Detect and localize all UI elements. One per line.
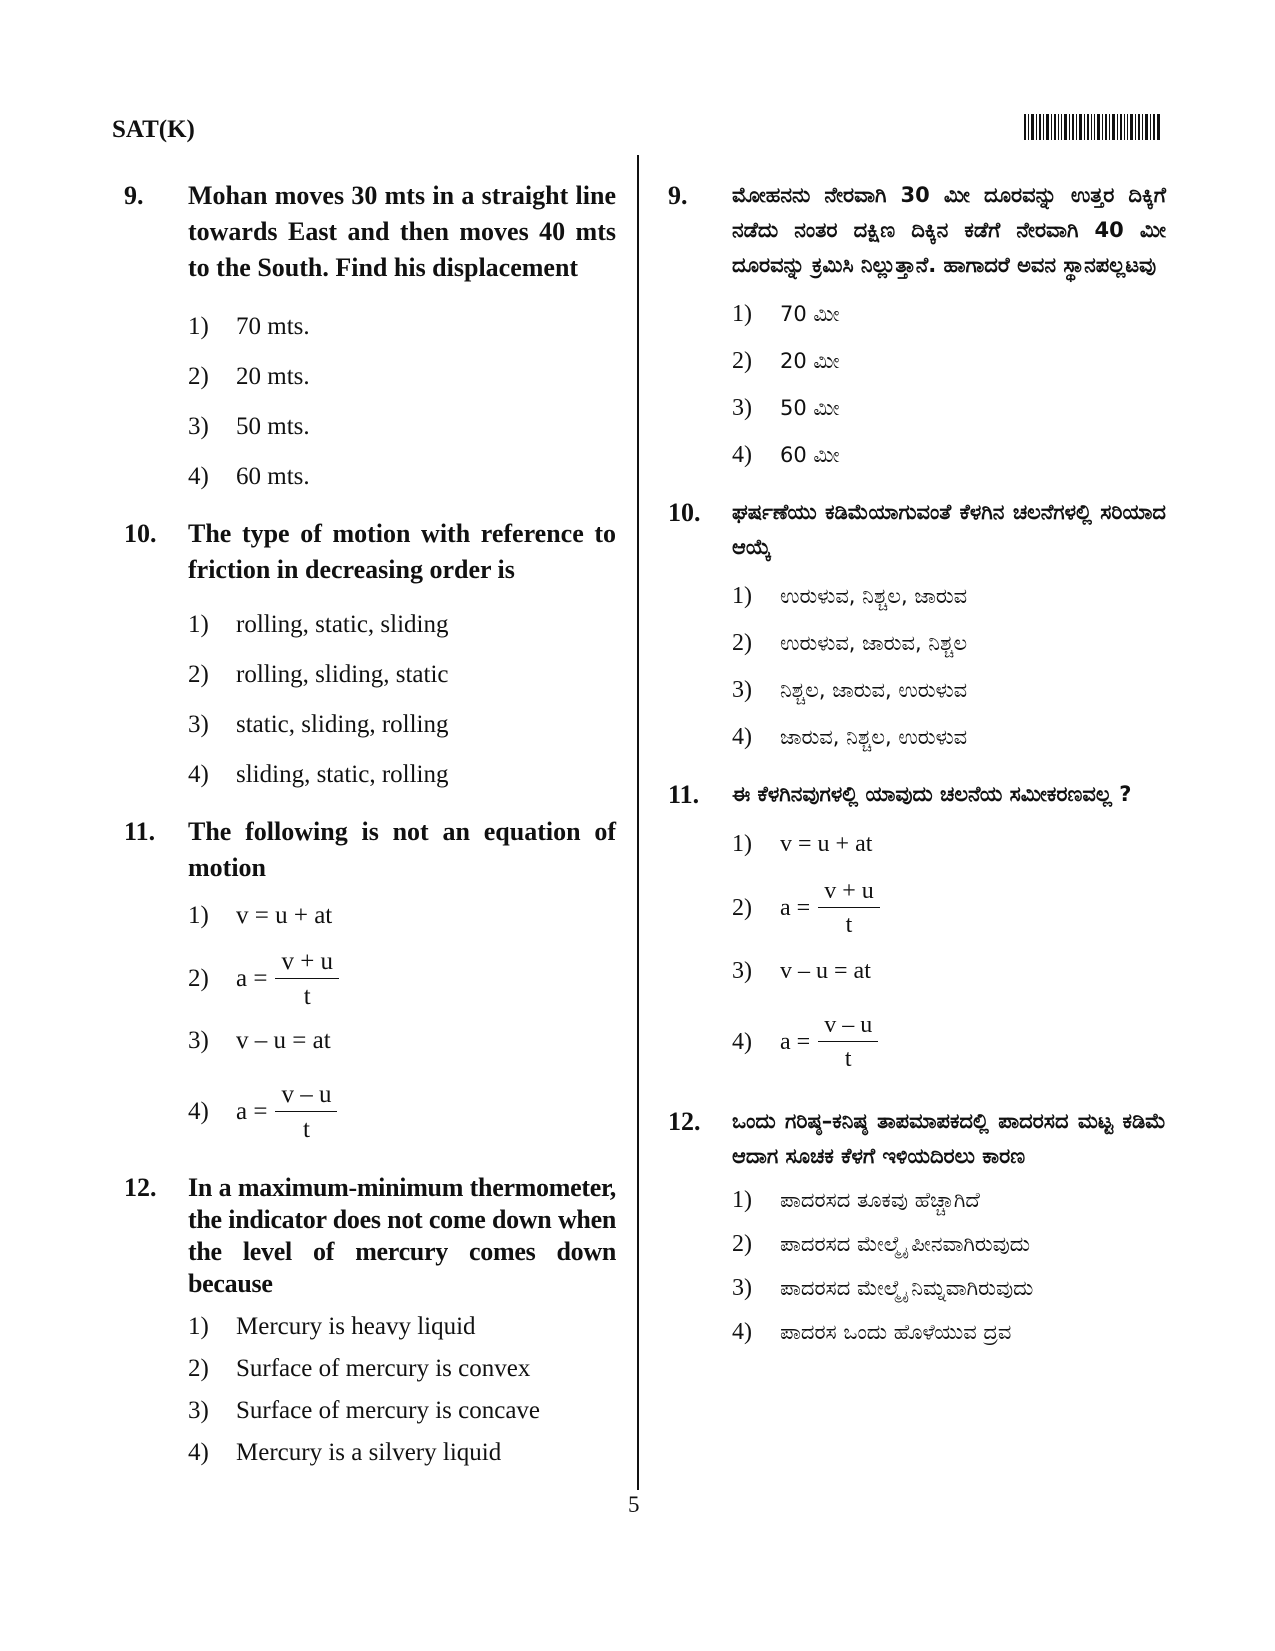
- page-number: 5: [628, 1492, 640, 1517]
- option-2: 2) ಉರುಳುವ, ಜಾರುವ, ನಿಶ್ಚಲ: [732, 630, 968, 656]
- question-9-kn: [668, 178, 1166, 479]
- option-1: 1) ಉರುಳುವ, ನಿಶ್ಚಲ, ಜಾರುವ: [732, 583, 968, 609]
- question-9-en: [124, 178, 616, 502]
- fraction: $\frac{v + u}{t}$: [275, 948, 339, 1011]
- option-3: 3) v – u = at: [732, 957, 871, 984]
- option-3: 3) 50 ಮೀ: [732, 395, 840, 421]
- question-12-kn: [668, 1104, 1166, 1354]
- option-4: 4) ಜಾರುವ, ನಿಶ್ಚಲ, ಉರುಳುವ: [732, 724, 968, 750]
- question-number: 11.: [124, 817, 156, 846]
- option-3: 3) static, sliding, rolling: [188, 711, 449, 738]
- question-number: 11.: [668, 780, 700, 809]
- question-text: Mohan moves 30 mts in a straight line towards East and then moves 40 mts to the South. Find his displacement: [188, 181, 616, 282]
- option-2: 2) a = $\frac{v + u}{t}$: [188, 940, 616, 1018]
- question-text: In a maximum-minimum thermometer, the indicator does not come down when the level of mercury comes down because: [188, 1173, 616, 1298]
- question-text: The following is not an equation of motion: [188, 817, 616, 882]
- fraction: $\frac{v - u}{t}$: [818, 1012, 878, 1073]
- option-1: 1) 70 mts.: [188, 313, 310, 340]
- question-text: ಮೋಹನನು ನೇರವಾಗಿ 30 ಮೀ ದೂರವನ್ನು ಉತ್ತರ ದಿಕ್ಕಿಗೆ ನಡೆದು ನಂತರ ದಕ್ಷಿಣ ದಿಕ್ಕಿನ ಕಡೆಗೆ ನೇರವಾಗಿ 40 ಮೀ ದೂರವನ್ನು ಕ್ರಮಿಸಿ ನಿಲ್ಲುತ್ತಾನೆ. ಹಾಗಾದರೆ ಅವನ ಸ್ಥಾನಪಲ್ಲಟವು: [732, 183, 1166, 277]
- english-column: [124, 178, 616, 1474]
- barcode-icon: [1024, 114, 1160, 140]
- option-1: 1) rolling, static, sliding: [188, 611, 449, 638]
- question-number: 10.: [668, 498, 701, 527]
- option-4: 4) ಪಾದರಸ ಒಂದು ಹೊಳೆಯುವ ದ್ರವ: [732, 1318, 1012, 1345]
- option-3: 3) ಪಾದರಸದ ಮೇಲ್ಮೈ ನಿಮ್ನವಾಗಿರುವುದು: [732, 1274, 1034, 1301]
- question-text: ಒಂದು ಗರಿಷ್ಠ–ಕನಿಷ್ಠ ತಾಪಮಾಪಕದಲ್ಲಿ ಪಾದರಸದ ಮಟ್ಟ ಕಡಿಮೆ ಆದಾಗ ಸೂಚಕ ಕೆಳಗೆ ಇಳಿಯದಿರಲು ಕಾರಣ: [732, 1109, 1166, 1168]
- option-3: 3) v – u = at: [188, 1027, 331, 1054]
- option-4: 4) a = $\frac{v - u}{t}$: [188, 1064, 616, 1160]
- option-1: 1) ಪಾದರಸದ ತೂಕವು ಹೆಚ್ಚಾಗಿದೆ: [732, 1186, 980, 1213]
- option-4: 4) sliding, static, rolling: [188, 761, 449, 788]
- question-10-en: [124, 516, 616, 800]
- question-number: 10.: [124, 519, 157, 548]
- question-11-kn: [668, 777, 1166, 1090]
- option-1: 1) Mercury is heavy liquid: [188, 1313, 476, 1340]
- option-4: 4) 60 ಮೀ: [732, 442, 840, 468]
- option-4: 4) 60 mts.: [188, 463, 310, 490]
- question-11-en: [124, 814, 616, 1160]
- kannada-column: [668, 178, 1166, 1354]
- option-1: 1) v = u + at: [188, 902, 333, 929]
- fraction: $\frac{v - u}{t}$: [275, 1081, 337, 1144]
- question-text: The type of motion with reference to friction in decreasing order is: [188, 519, 616, 584]
- option-2: 2) rolling, sliding, static: [188, 661, 449, 688]
- option-2: 2) ಪಾದರಸದ ಮೇಲ್ಮೈ ಪೀನವಾಗಿರುವುದು: [732, 1230, 1031, 1257]
- exam-code: SAT(K): [112, 116, 195, 143]
- column-divider: [637, 155, 639, 1490]
- option-1: 1) v = u + at: [732, 830, 873, 857]
- question-text: ಈ ಕೆಳಗಿನವುಗಳಲ್ಲಿ ಯಾವುದು ಚಲನೆಯ ಸಮೀಕರಣವಲ್ಲ ?: [732, 782, 1132, 806]
- option-2: 2) a = $\frac{v + u}{t}$: [732, 868, 1166, 948]
- question-text: ಘರ್ಷಣೆಯು ಕಡಿಮೆಯಾಗುವಂತೆ ಕೆಳಗಿನ ಚಲನೆಗಳಲ್ಲಿ ಸರಿಯಾದ ಆಯ್ಕೆ: [732, 500, 1166, 559]
- option-3: 3) 50 mts.: [188, 413, 310, 440]
- option-4: 4) Mercury is a silvery liquid: [188, 1439, 502, 1466]
- question-10-kn: [668, 495, 1166, 761]
- question-number: 12.: [668, 1107, 701, 1136]
- fraction: $\frac{v + u}{t}$: [818, 878, 880, 939]
- question-number: 9.: [668, 181, 688, 210]
- question-number: 9.: [124, 181, 144, 210]
- option-1: 1) 70 ಮೀ: [732, 301, 840, 327]
- question-12-en: [124, 1172, 616, 1474]
- option-3: 3) ನಿಶ್ಚಲ, ಜಾರುವ, ಉರುಳುವ: [732, 677, 968, 703]
- option-4: 4) a = $\frac{v - u}{t}$: [732, 994, 1166, 1090]
- option-2: 2) Surface of mercury is convex: [188, 1355, 531, 1382]
- option-2: 2) 20 ಮೀ: [732, 348, 840, 374]
- question-number: 12.: [124, 1173, 157, 1202]
- option-3: 3) Surface of mercury is concave: [188, 1397, 541, 1424]
- option-2: 2) 20 mts.: [188, 363, 310, 390]
